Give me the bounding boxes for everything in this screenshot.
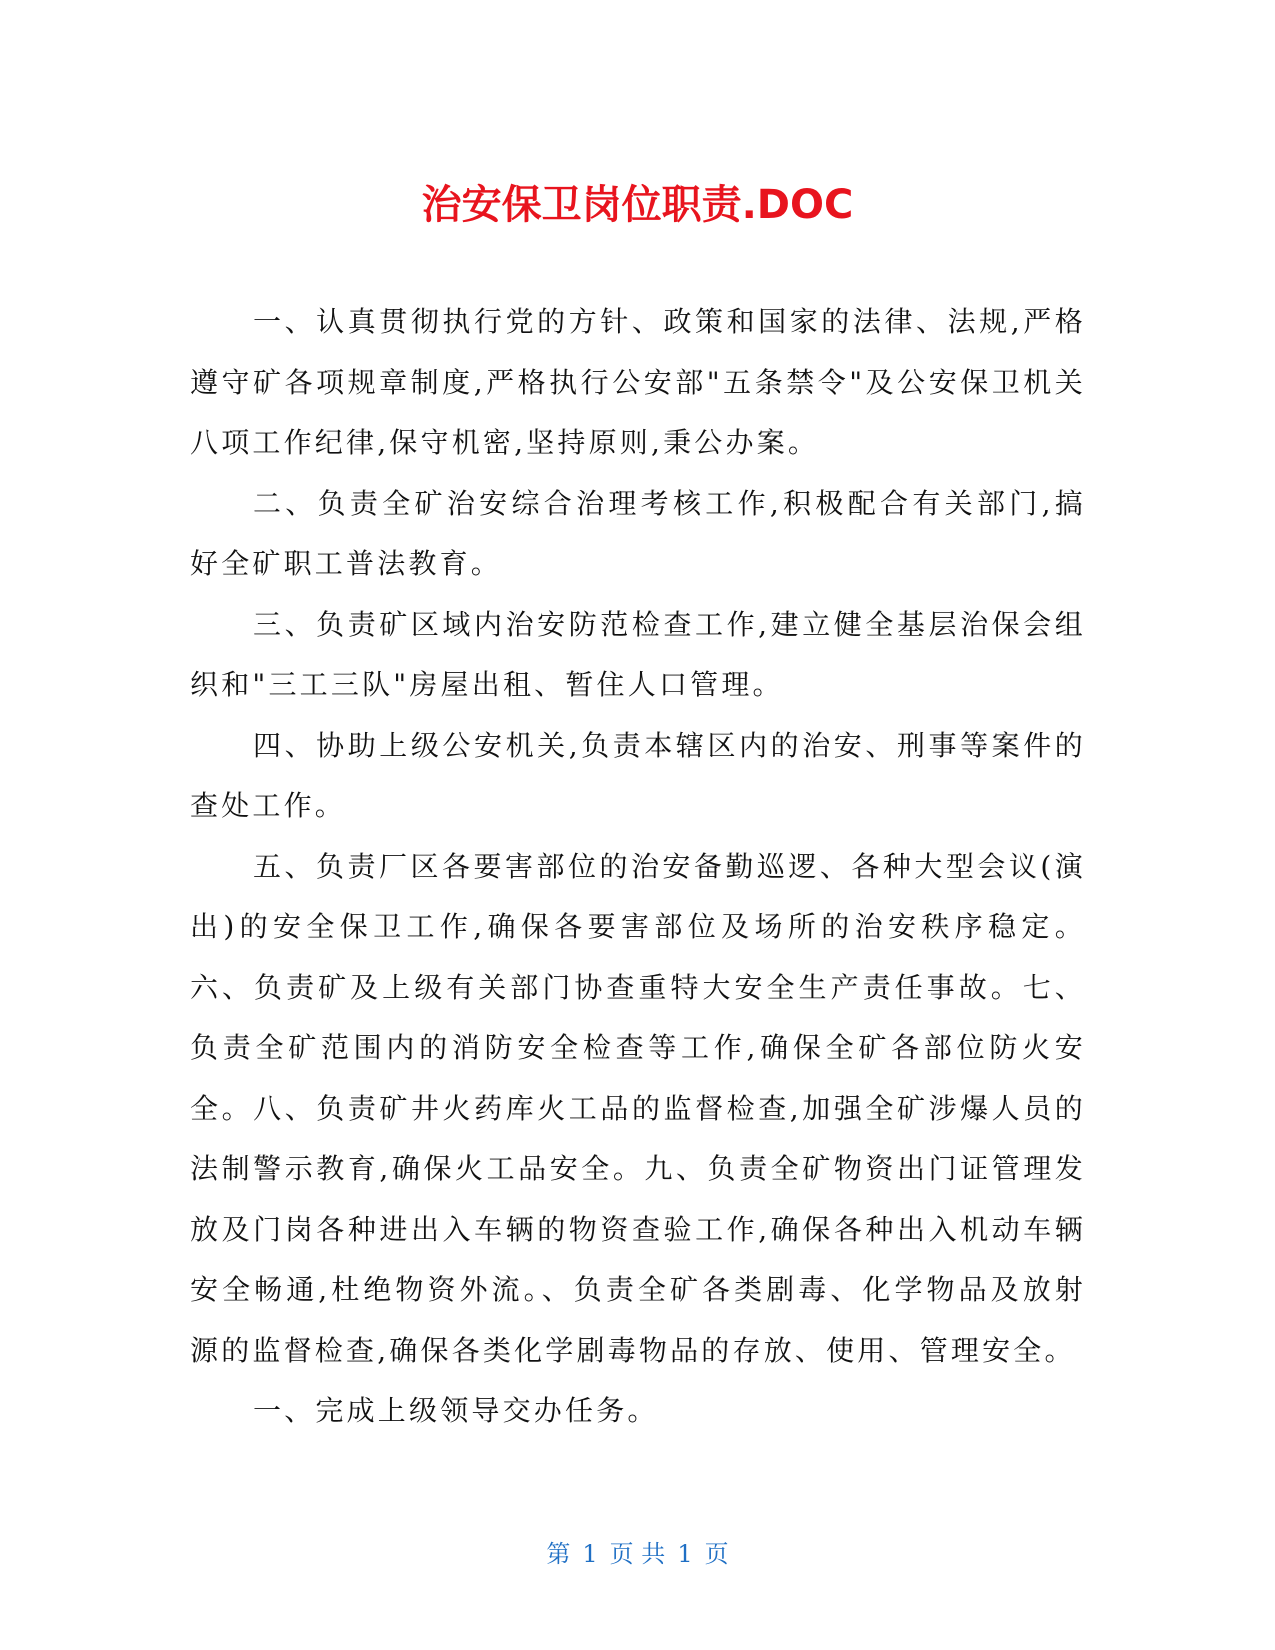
footer-current-page: 1 xyxy=(582,1540,598,1568)
page-footer xyxy=(0,1536,1275,1572)
paragraph-2: 二、负责全矿治安综合治理考核工作,积极配合有关部门,搞好全矿职工普法教育。 xyxy=(190,486,1086,580)
paragraph-6: 一、完成上级领导交办任务。 xyxy=(253,1394,659,1427)
paragraph-1: 一、认真贯彻执行党的方针、政策和国家的法律、法规,严格遵守矿各项规章制度,严格执行公安部"五条禁令"及公安保卫机关八项工作纪律,保守机密,坚持原则,秉公办案。 xyxy=(190,305,1086,459)
document-title: 治安保卫岗位职责.DOC xyxy=(421,181,854,228)
paragraph-3: 三、负责矿区域内治安防范检查工作,建立健全基层治保会组织和"三工三队"房屋出租、暂住人口管理。 xyxy=(190,607,1086,701)
document-body xyxy=(190,292,1086,1442)
footer-prefix: 第 xyxy=(546,1540,571,1568)
footer-total-pages: 1 xyxy=(677,1540,693,1568)
footer-mid: 页 共 xyxy=(609,1540,666,1568)
paragraph-4: 四、协助上级公安机关,负责本辖区内的治安、刑事等案件的查处工作。 xyxy=(190,728,1086,822)
paragraph-5: 五、负责厂区各要害部位的治安备勤巡逻、各种大型会议(演出)的安全保卫工作,确保各要害部位及场所的治安秩序稳定。六、负责矿及上级有关部门协查重特大安全生产责任事故。七、负责全矿范围内的消防安全检查等工作,确保全矿各部位防火安全。八、负责矿井火药库火工品的监督检查,加强全矿涉爆人员的法制警示教育,确保火工品安全。九、负责全矿物资出门证管理发放及门岗各种进出入车辆的物资查验工作,确保各种出入机动车辆安全畅通,杜绝物资外流。、负责全矿各类剧毒、化学物品及放射源的监督检查,确保各类化学剧毒物品的存放、使用、管理安全。 xyxy=(190,849,1086,1367)
footer-suffix: 页 xyxy=(704,1540,729,1568)
